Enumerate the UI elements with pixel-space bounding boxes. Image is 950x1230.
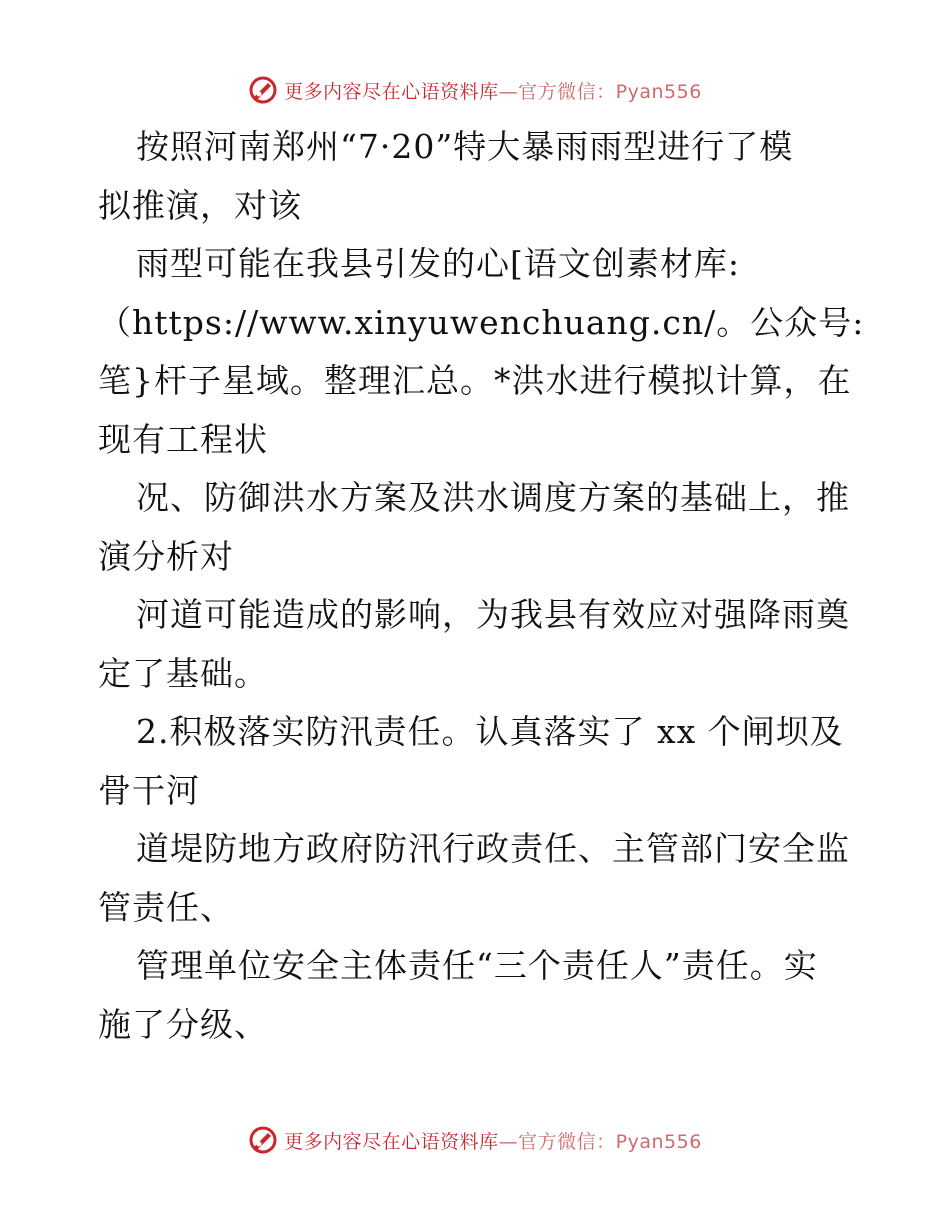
body-text-line: （https://www.xinyuwenchuang.cn/。公众号: <box>98 302 865 342</box>
body-text-line: 笔}杆子星域。整理汇总。*洪水进行模拟计算，在 <box>98 361 852 400</box>
brand-logo-icon <box>248 75 278 105</box>
body-text-line: 施了分级、 <box>98 1004 268 1044</box>
brand-logo-icon <box>248 1125 278 1155</box>
header-wechat-text: 官方微信：Pyan556 <box>518 80 702 103</box>
body-text-line: 2.积极落实防汛责任。认真落实了 xx 个闸坝及 <box>136 712 844 751</box>
footer-wechat-text: 官方微信：Pyan556 <box>518 1130 702 1153</box>
header-brand-text: 更多内容尽在心语资料库 <box>284 80 499 103</box>
header-banner <box>0 70 950 110</box>
footer-separator: — <box>498 1130 519 1153</box>
body-text-line: 拟推演，对该 <box>98 185 302 225</box>
body-text-line: 演分析对 <box>98 536 234 576</box>
body-text-line: 况、防御洪水方案及洪水调度方案的基础上，推 <box>136 478 850 517</box>
body-text-line: 河道可能造成的影响，为我县有效应对强降雨奠 <box>136 595 850 634</box>
body-text-line: 管理单位安全主体责任“三个责任人”责任。实 <box>136 946 818 985</box>
footer-banner <box>0 1120 950 1160</box>
body-text-line: 现有工程状 <box>98 419 268 459</box>
header-separator: — <box>498 80 519 103</box>
footer-brand-text: 更多内容尽在心语资料库 <box>284 1130 499 1153</box>
body-text-line: 雨型可能在我县引发的心[语文创素材库: <box>136 244 740 283</box>
footer-banner-text <box>284 1127 702 1154</box>
body-text-line: 道堤防地方政府防汛行政责任、主管部门安全监 <box>136 829 850 868</box>
body-text-line: 管责任、 <box>98 887 234 927</box>
document-body <box>98 118 865 1054</box>
header-banner-text <box>284 77 702 104</box>
body-text-line: 按照河南郑州“7·20”特大暴雨雨型进行了模 <box>136 127 794 166</box>
body-text-line: 骨干河 <box>98 770 200 810</box>
body-text-line: 定了基础。 <box>98 653 268 693</box>
